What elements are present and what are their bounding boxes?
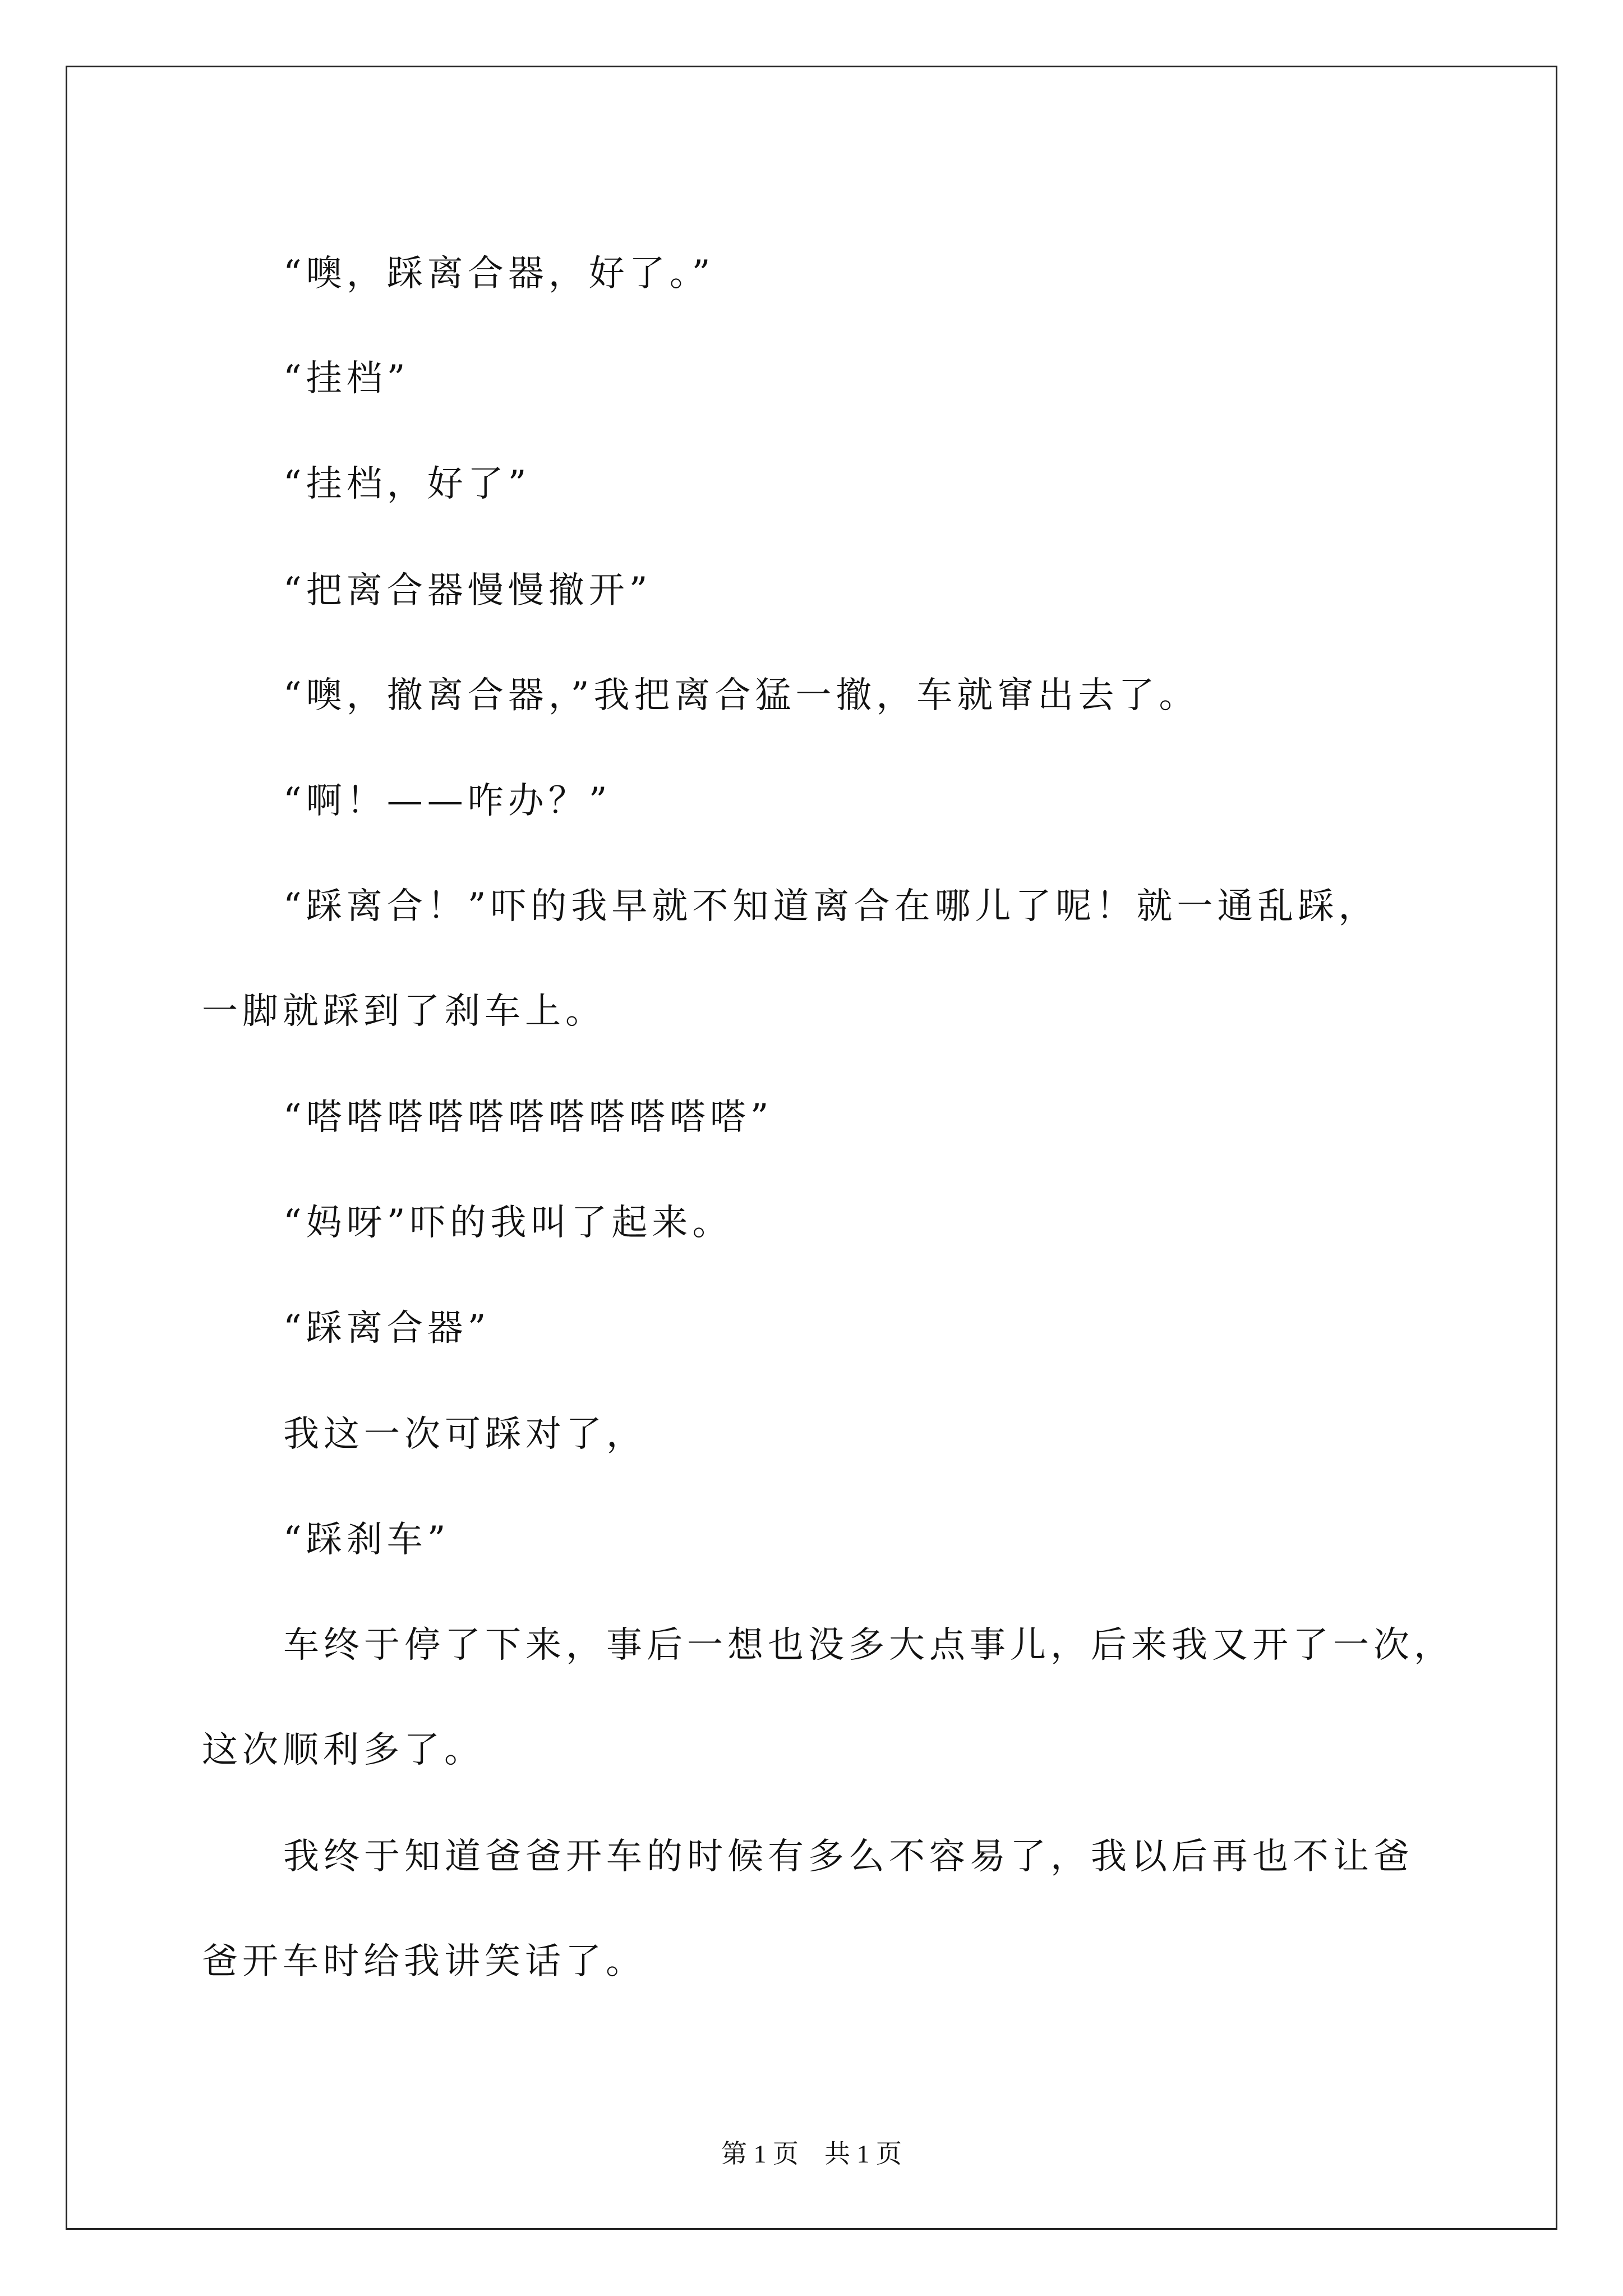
paragraph-line: 这次顺利多了。 xyxy=(202,1729,485,1771)
paragraph-line: “踩刹车” xyxy=(283,1519,450,1561)
paragraph-line: “踩离合器” xyxy=(283,1308,491,1349)
paragraph-line: “嗒嗒嗒嗒嗒嗒嗒嗒嗒嗒嗒” xyxy=(283,1097,773,1138)
page-footer: 第 1 页 共 1 页 xyxy=(721,2139,902,2168)
paragraph-line: “挂档” xyxy=(283,358,410,399)
paragraph-line: “踩离合！”吓的我早就不知道离合在哪儿了呢！就一通乱踩， xyxy=(283,886,1379,927)
paragraph-line: 爸开车时给我讲笑话了。 xyxy=(202,1941,646,1982)
paragraph-line: “妈呀”吓的我叫了起来。 xyxy=(283,1202,733,1244)
paragraph-line: 我终于知道爸爸开车的时候有多么不容易了，我以后再也不让爸 xyxy=(283,1836,1414,1878)
paragraph-line: “把离合器慢慢撤开” xyxy=(283,570,652,611)
page-frame xyxy=(66,66,1557,2230)
paragraph-line: “挂档，好了” xyxy=(283,463,531,505)
paragraph-line: 一脚就踩到了刹车上。 xyxy=(202,991,606,1032)
paragraph-line: “噢，撤离合器，”我把离合猛一撤，车就窜出去了。 xyxy=(283,675,1200,716)
paragraph-line: 我这一次可踩对了， xyxy=(283,1414,647,1455)
paragraph-line: “啊！——咋办？” xyxy=(283,780,612,822)
paragraph-line: 车终于停了下来，事后一想也没多大点事儿，后来我又开了一次， xyxy=(283,1625,1454,1666)
paragraph-line: “噢，踩离合器，好了。” xyxy=(283,253,715,295)
